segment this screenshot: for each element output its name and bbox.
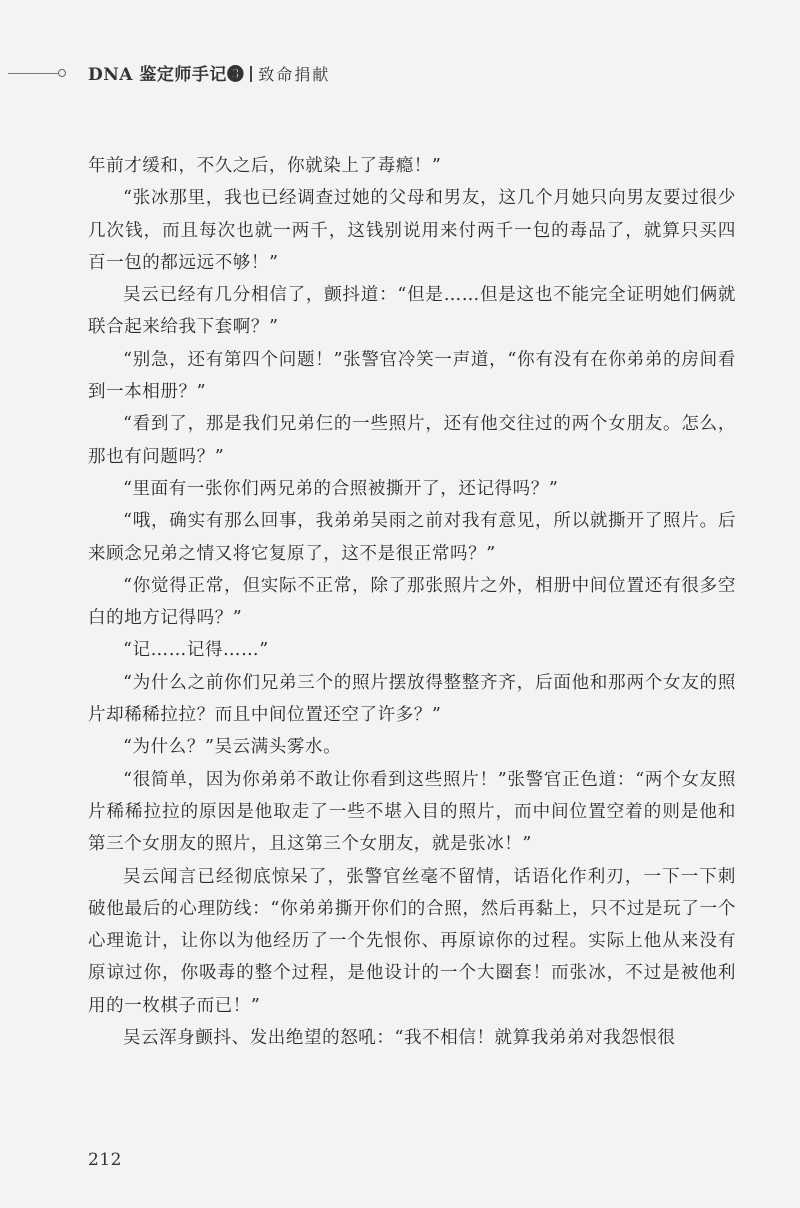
header-ornament-icon bbox=[58, 69, 66, 77]
paragraph: “记……记得……” bbox=[123, 640, 269, 661]
header-separator bbox=[250, 66, 252, 82]
page-number: 212 bbox=[88, 1150, 122, 1170]
paragraph: “别急，还有第四个问题！”张警官冷笑一声道，“你有没有在你弟弟的房间看到一本相册？” bbox=[88, 349, 736, 403]
paragraph: “张冰那里，我也已经调查过她的父母和男友，这几个月她只向男友要过很少几次钱，而且每次也就一两千，这钱别说用来付两千一包的毒品了，就算只买四百一包的都远远不够！” bbox=[88, 188, 736, 273]
book-title-text: DNA 鉴定师手记❸ bbox=[88, 65, 245, 85]
paragraph: 吴云浑身颤抖、发出绝望的怒吼：“我不相信！就算我弟弟对我怨恨很 bbox=[123, 1028, 676, 1049]
paragraph: “哦，确实有那么回事，我弟弟吴雨之前对我有意见，所以就撕开了照片。后来顾念兄弟之情又将它复原了，这不是很正常吗？” bbox=[88, 511, 736, 564]
paragraph: “为什么？”吴云满头雾水。 bbox=[123, 737, 342, 758]
paragraph: “你觉得正常，但实际不正常，除了那张照片之外，相册中间位置还有很多空白的地方记得吗？” bbox=[88, 575, 736, 629]
body-text bbox=[88, 150, 736, 1054]
book-subtitle: 致命捐献 bbox=[258, 65, 331, 84]
paragraph: 吴云已经有几分相信了，颤抖道：“但是……但是这也不能完全证明她们俩就联合起来给我下套啊？” bbox=[88, 285, 736, 338]
paragraph: “里面有一张你们两兄弟的合照被撕开了，还记得吗？” bbox=[123, 478, 559, 499]
paragraph: 年前才缓和，不久之后，你就染上了毒瘾！” bbox=[88, 156, 442, 176]
paragraph: 吴云闻言已经彻底惊呆了，张警官丝毫不留情，话语化作利刃，一下一下刺破他最后的心理防线：“你弟弟撕开你们的合照，然后再黏上，只不过是玩了一个心理诡计，让你以为他经历了一个先恨你、再原谅你的过程。实际上他从来没有原谅过你，你吸毒的整个过程，是他设计的一个大圈套！而张冰，不过是被他利用的一枚棋子而已！” bbox=[88, 866, 736, 1016]
running-header bbox=[0, 60, 800, 90]
paragraph: “为什么之前你们兄弟三个的照片摆放得整整齐齐，后面他和那两个女友的照片却稀稀拉拉？而且中间位置还空了许多？” bbox=[88, 672, 736, 726]
paragraph: “看到了，那是我们兄弟仨的一些照片，还有他交往过的两个女朋友。怎么，那也有问题吗？” bbox=[88, 414, 736, 467]
book-title bbox=[88, 60, 330, 85]
header-rule bbox=[8, 73, 60, 74]
paragraph: “很简单，因为你弟弟不敢让你看到这些照片！”张警官正色道：“两个女友照片稀稀拉拉的原因是他取走了一些不堪入目的照片，而中间位置空着的则是他和第三个女朋友的照片，且这第三个女朋友，就是张冰！” bbox=[88, 769, 736, 855]
